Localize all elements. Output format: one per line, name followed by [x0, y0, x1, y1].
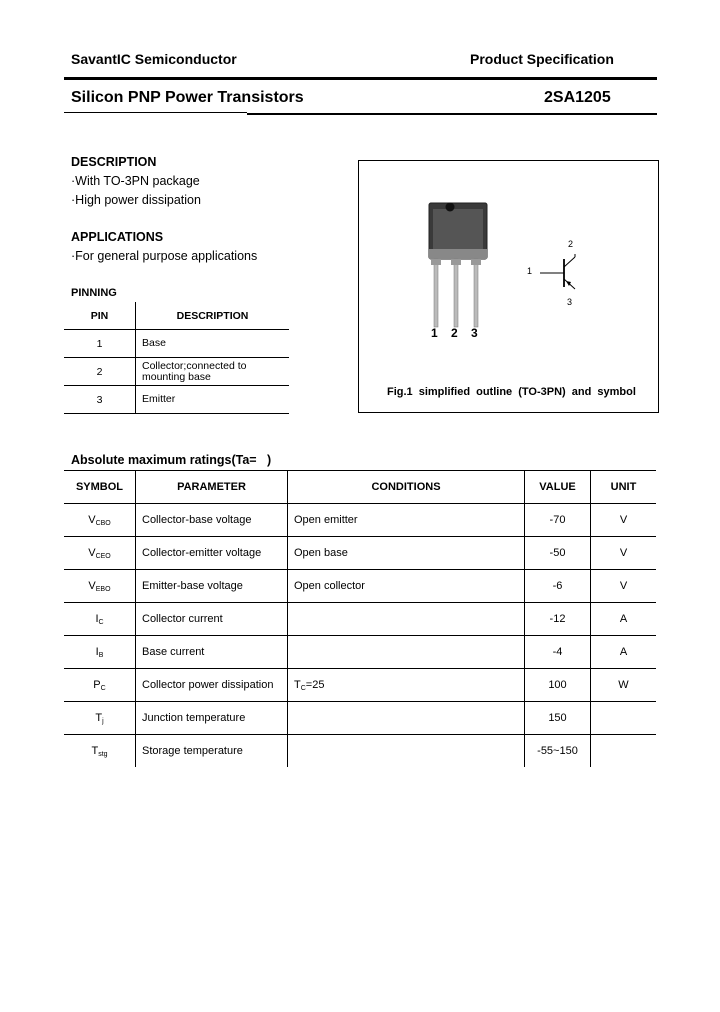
value-cell: 100	[525, 669, 591, 702]
pin-description: Collector;connected to mounting base	[136, 358, 290, 386]
description-title: DESCRIPTION	[71, 155, 157, 169]
conditions-cell	[288, 603, 525, 636]
symbol-emitter-label: 3	[567, 297, 573, 307]
symbol-subscript: B	[98, 651, 104, 659]
figure-box	[358, 160, 659, 413]
symbol-cell	[64, 735, 136, 768]
unit-cell: A	[591, 603, 657, 636]
header-rule-right	[247, 113, 657, 115]
symbol-cell	[64, 636, 136, 669]
symbol-letter: T	[91, 744, 99, 757]
pin-header: PIN	[64, 302, 136, 330]
symbol-subscript: CBO	[95, 519, 111, 527]
outline-pin-label: 1	[431, 326, 438, 340]
symbol-letter: P	[93, 678, 101, 691]
unit-cell	[591, 735, 657, 768]
parameter-cell: Collector-emitter voltage	[136, 537, 288, 570]
pinning-table	[64, 302, 289, 414]
pinning-row	[64, 386, 289, 414]
condition-rest: =25	[305, 678, 325, 691]
condition-text: Open base	[294, 547, 348, 559]
doc-type: Product Specification	[470, 51, 614, 67]
conditions-cell	[288, 636, 525, 669]
parameter-cell: Storage temperature	[136, 735, 288, 768]
value-cell: -4	[525, 636, 591, 669]
parameter-header: PARAMETER	[136, 471, 288, 504]
condition-symbol: T	[294, 678, 301, 691]
conditions-cell	[288, 669, 525, 702]
symbol-collector-label: 2	[568, 239, 574, 249]
value-cell: -12	[525, 603, 591, 636]
outline-pin-label: 2	[451, 326, 458, 340]
symbol-subscript: stg	[98, 750, 108, 758]
pin-description: Emitter	[136, 386, 290, 414]
transistor-outline-graphic	[359, 161, 658, 412]
ratings-row	[64, 669, 656, 702]
value-cell: -6	[525, 570, 591, 603]
conditions-cell	[288, 504, 525, 537]
ratings-row	[64, 570, 656, 603]
pinning-header-row	[64, 302, 289, 330]
conditions-cell	[288, 735, 525, 768]
condition-subscript: C	[300, 684, 306, 692]
condition-text: Open collector	[294, 580, 365, 592]
symbol-letter: T	[95, 711, 103, 724]
symbol-subscript: EBO	[95, 585, 111, 593]
symbol-header: SYMBOL	[64, 471, 136, 504]
condition-text: Open emitter	[294, 514, 358, 526]
value-cell: -55~150	[525, 735, 591, 768]
ratings-row	[64, 636, 656, 669]
unit-cell: A	[591, 636, 657, 669]
symbol-subscript: C	[98, 618, 104, 626]
description-item: ·With TO-3PN package	[71, 174, 200, 188]
ratings-title: Absolute maximum ratings(Ta= )	[71, 453, 272, 467]
company-name: SavantIC Semiconductor	[71, 51, 237, 67]
unit-cell: V	[591, 537, 657, 570]
symbol-cell	[64, 504, 136, 537]
applications-item: ·For general purpose applications	[71, 249, 258, 263]
parameter-cell: Base current	[136, 636, 288, 669]
value-header: VALUE	[525, 471, 591, 504]
symbol-letter: V	[88, 579, 96, 592]
ratings-row	[64, 702, 656, 735]
value-cell: -50	[525, 537, 591, 570]
conditions-cell	[288, 702, 525, 735]
unit-cell: W	[591, 669, 657, 702]
header-rule-top	[64, 77, 657, 80]
parameter-cell: Collector power dissipation	[136, 669, 288, 702]
header-rule-left	[64, 112, 247, 113]
symbol-base-label: 1	[527, 266, 533, 276]
pinning-row	[64, 358, 289, 386]
unit-cell: V	[591, 504, 657, 537]
unit-cell	[591, 702, 657, 735]
parameter-cell: Emitter-base voltage	[136, 570, 288, 603]
unit-cell: V	[591, 570, 657, 603]
pin-number: 1	[64, 330, 136, 358]
symbol-subscript: CEO	[95, 552, 111, 560]
conditions-cell	[288, 537, 525, 570]
parameter-cell: Collector-base voltage	[136, 504, 288, 537]
parameter-cell: Junction temperature	[136, 702, 288, 735]
pinning-title: PINNING	[71, 287, 117, 299]
description-item: ·High power dissipation	[71, 193, 201, 207]
conditions-cell	[288, 570, 525, 603]
symbol-subscript: C	[100, 684, 106, 692]
ratings-table	[64, 470, 656, 767]
ratings-row	[64, 504, 656, 537]
symbol-letter: I	[95, 612, 99, 625]
unit-header: UNIT	[591, 471, 657, 504]
description-header: DESCRIPTION	[136, 302, 290, 330]
part-number: 2SA1205	[544, 89, 611, 106]
product-line: Silicon PNP Power Transistors	[71, 89, 304, 106]
symbol-letter: V	[88, 546, 96, 559]
symbol-cell	[64, 570, 136, 603]
ratings-header-row	[64, 471, 656, 504]
applications-title: APPLICATIONS	[71, 230, 164, 244]
ratings-row	[64, 735, 656, 768]
symbol-cell	[64, 603, 136, 636]
ratings-row	[64, 603, 656, 636]
outline-pin-label: 3	[471, 326, 478, 340]
figure-caption: Fig.1 simplified outline (TO-3PN) and symbol	[387, 386, 636, 398]
symbol-subscript: j	[102, 717, 104, 725]
symbol-letter: I	[95, 645, 99, 658]
ratings-row	[64, 537, 656, 570]
parameter-cell: Collector current	[136, 603, 288, 636]
symbol-cell	[64, 537, 136, 570]
value-cell: -70	[525, 504, 591, 537]
pin-description: Base	[136, 330, 290, 358]
conditions-header: CONDITIONS	[288, 471, 525, 504]
pinning-row	[64, 330, 289, 358]
value-cell: 150	[525, 702, 591, 735]
symbol-cell	[64, 702, 136, 735]
pin-number: 2	[64, 358, 136, 386]
pin-number: 3	[64, 386, 136, 414]
symbol-letter: V	[88, 513, 96, 526]
symbol-cell	[64, 669, 136, 702]
